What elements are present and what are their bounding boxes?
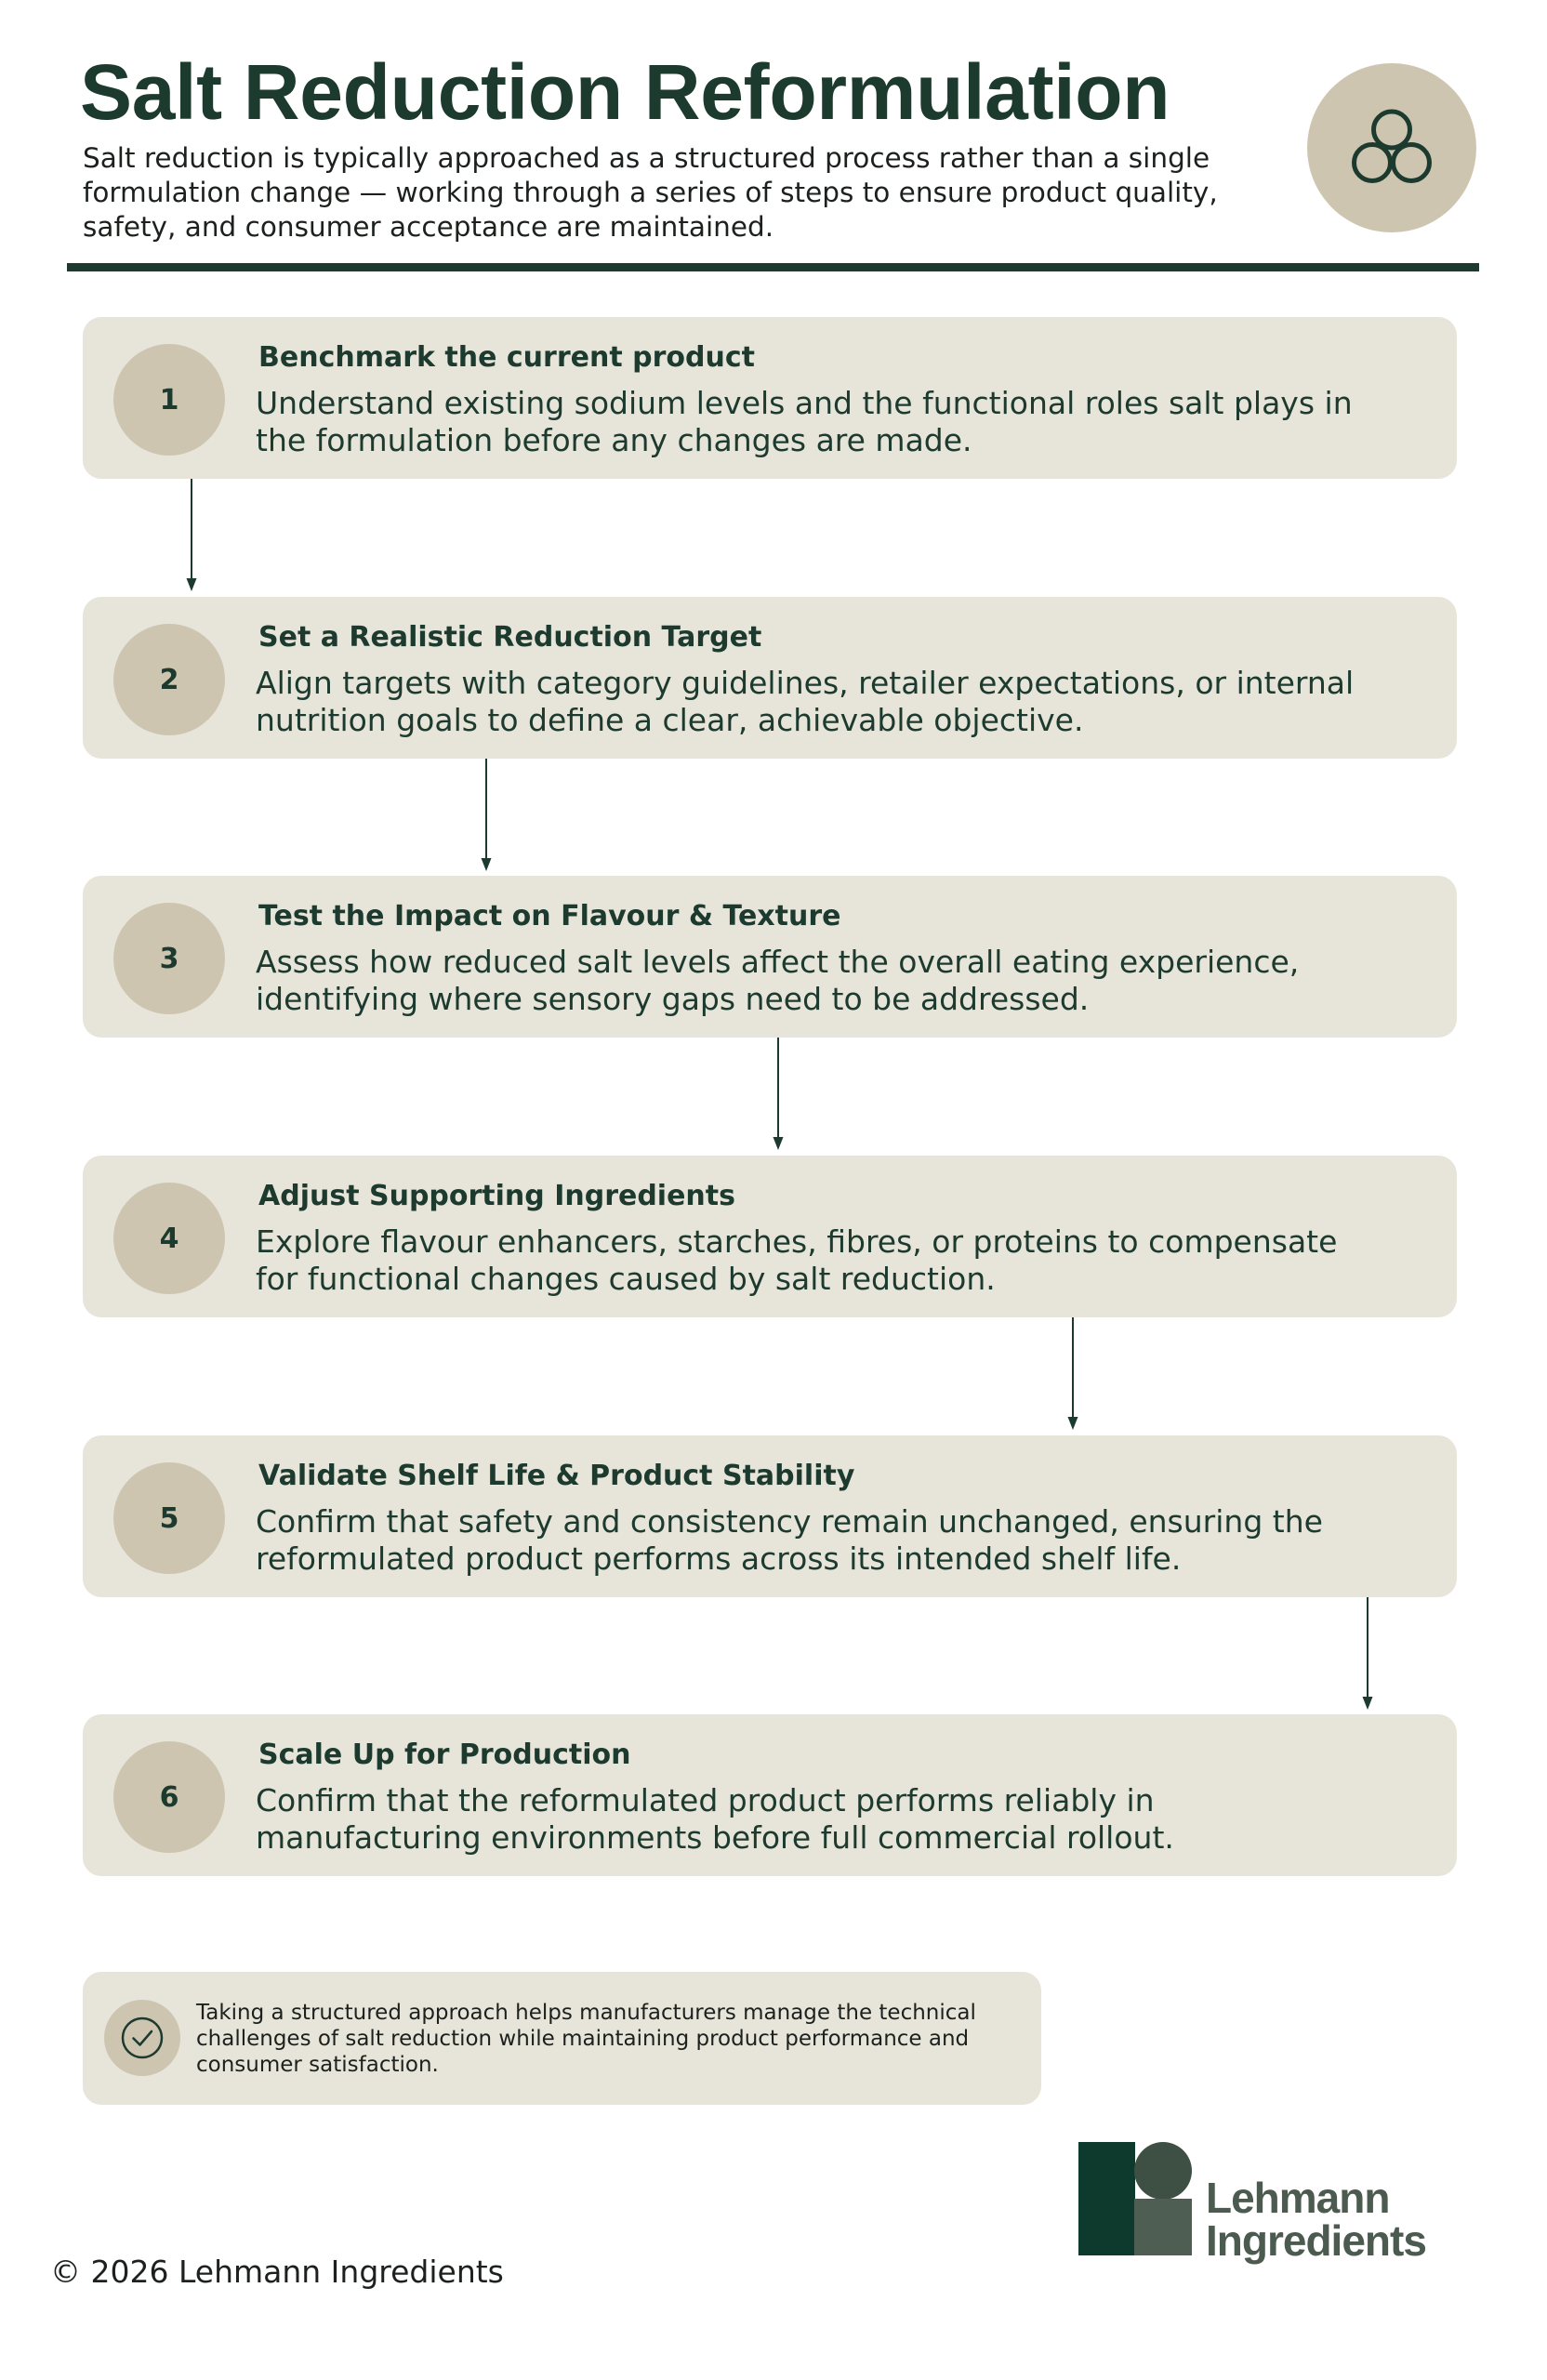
- arrow-step-3-to-4: [771, 1038, 786, 1150]
- step-number-badge: 6: [113, 1741, 225, 1853]
- header-divider: [67, 263, 1479, 271]
- brand-logo: [1078, 2142, 1450, 2268]
- step-number-badge: 1: [113, 344, 225, 456]
- copyright-text: © 2026 Lehmann Ingredients: [50, 2254, 504, 2290]
- logo-mark-tall-block: [1078, 2142, 1135, 2255]
- logo-mark-square-block: [1134, 2199, 1192, 2255]
- logo-wordmark: [1206, 2174, 1426, 2265]
- step-card-6: [83, 1714, 1457, 1876]
- note-text: Taking a structured approach helps manufacturers manage the technical challenges of salt reduction while maintaining product performance and consumer satisfaction.: [196, 2001, 976, 2077]
- summary-note: [83, 1972, 1041, 2105]
- logo-mark: [1078, 2142, 1192, 2255]
- step-description: Confirm that the reformulated product performs reliably in manufacturing environments before full commercial rollout.: [256, 1782, 1174, 1856]
- step-number-badge: 2: [113, 624, 225, 735]
- arrow-step-2-to-3: [479, 759, 494, 871]
- step-title: Benchmark the current product: [258, 341, 755, 374]
- logo-mark-circle: [1134, 2142, 1192, 2200]
- page-subtitle: Salt reduction is typically approached as a structured process rather than a single formulation change — working through a series of steps to ensure product quality, safety, and consumer acceptance are maintained.: [83, 142, 1218, 243]
- logo-wordmark-line1: Lehmann: [1206, 2174, 1390, 2222]
- step-description: Explore flavour enhancers, starches, fibres, or proteins to compensate for functional changes caused by salt reduction.: [256, 1223, 1338, 1297]
- step-card-4: [83, 1156, 1457, 1317]
- logo-wordmark-line2: Ingredients: [1206, 2216, 1426, 2265]
- step-title: Adjust Supporting Ingredients: [258, 1180, 735, 1212]
- step-description: Align targets with category guidelines, retailer expectations, or internal nutrition goals to define a clear, achievable objective.: [256, 665, 1355, 738]
- check-circle-icon: [104, 2000, 180, 2076]
- step-description: Understand existing sodium levels and the functional roles salt plays in the formulation before any changes are made.: [256, 385, 1353, 458]
- three-circles-icon: [1307, 63, 1476, 232]
- arrow-step-5-to-6: [1360, 1597, 1375, 1710]
- note-badge: [104, 2000, 180, 2076]
- step-description: Assess how reduced salt levels affect the overall eating experience, identifying where sensory gaps need to be addressed.: [256, 944, 1300, 1017]
- step-description: Confirm that safety and consistency remain unchanged, ensuring the reformulated product performs across its intended shelf life.: [256, 1503, 1323, 1577]
- step-number-badge: 5: [113, 1462, 225, 1574]
- step-number-badge: 3: [113, 903, 225, 1014]
- step-title: Set a Realistic Reduction Target: [258, 621, 762, 654]
- step-card-5: [83, 1435, 1457, 1597]
- step-card-1: [83, 317, 1457, 479]
- step-title: Test the Impact on Flavour & Texture: [258, 900, 841, 932]
- page-title: Salt Reduction Reformulation: [80, 48, 1170, 136]
- step-card-2: [83, 597, 1457, 759]
- header-badge: [1307, 63, 1476, 232]
- step-number-badge: 4: [113, 1183, 225, 1294]
- step-title: Scale Up for Production: [258, 1739, 631, 1771]
- arrow-step-1-to-2: [184, 479, 199, 591]
- step-card-3: [83, 876, 1457, 1038]
- arrow-step-4-to-5: [1065, 1317, 1080, 1430]
- step-title: Validate Shelf Life & Product Stability: [258, 1460, 855, 1492]
